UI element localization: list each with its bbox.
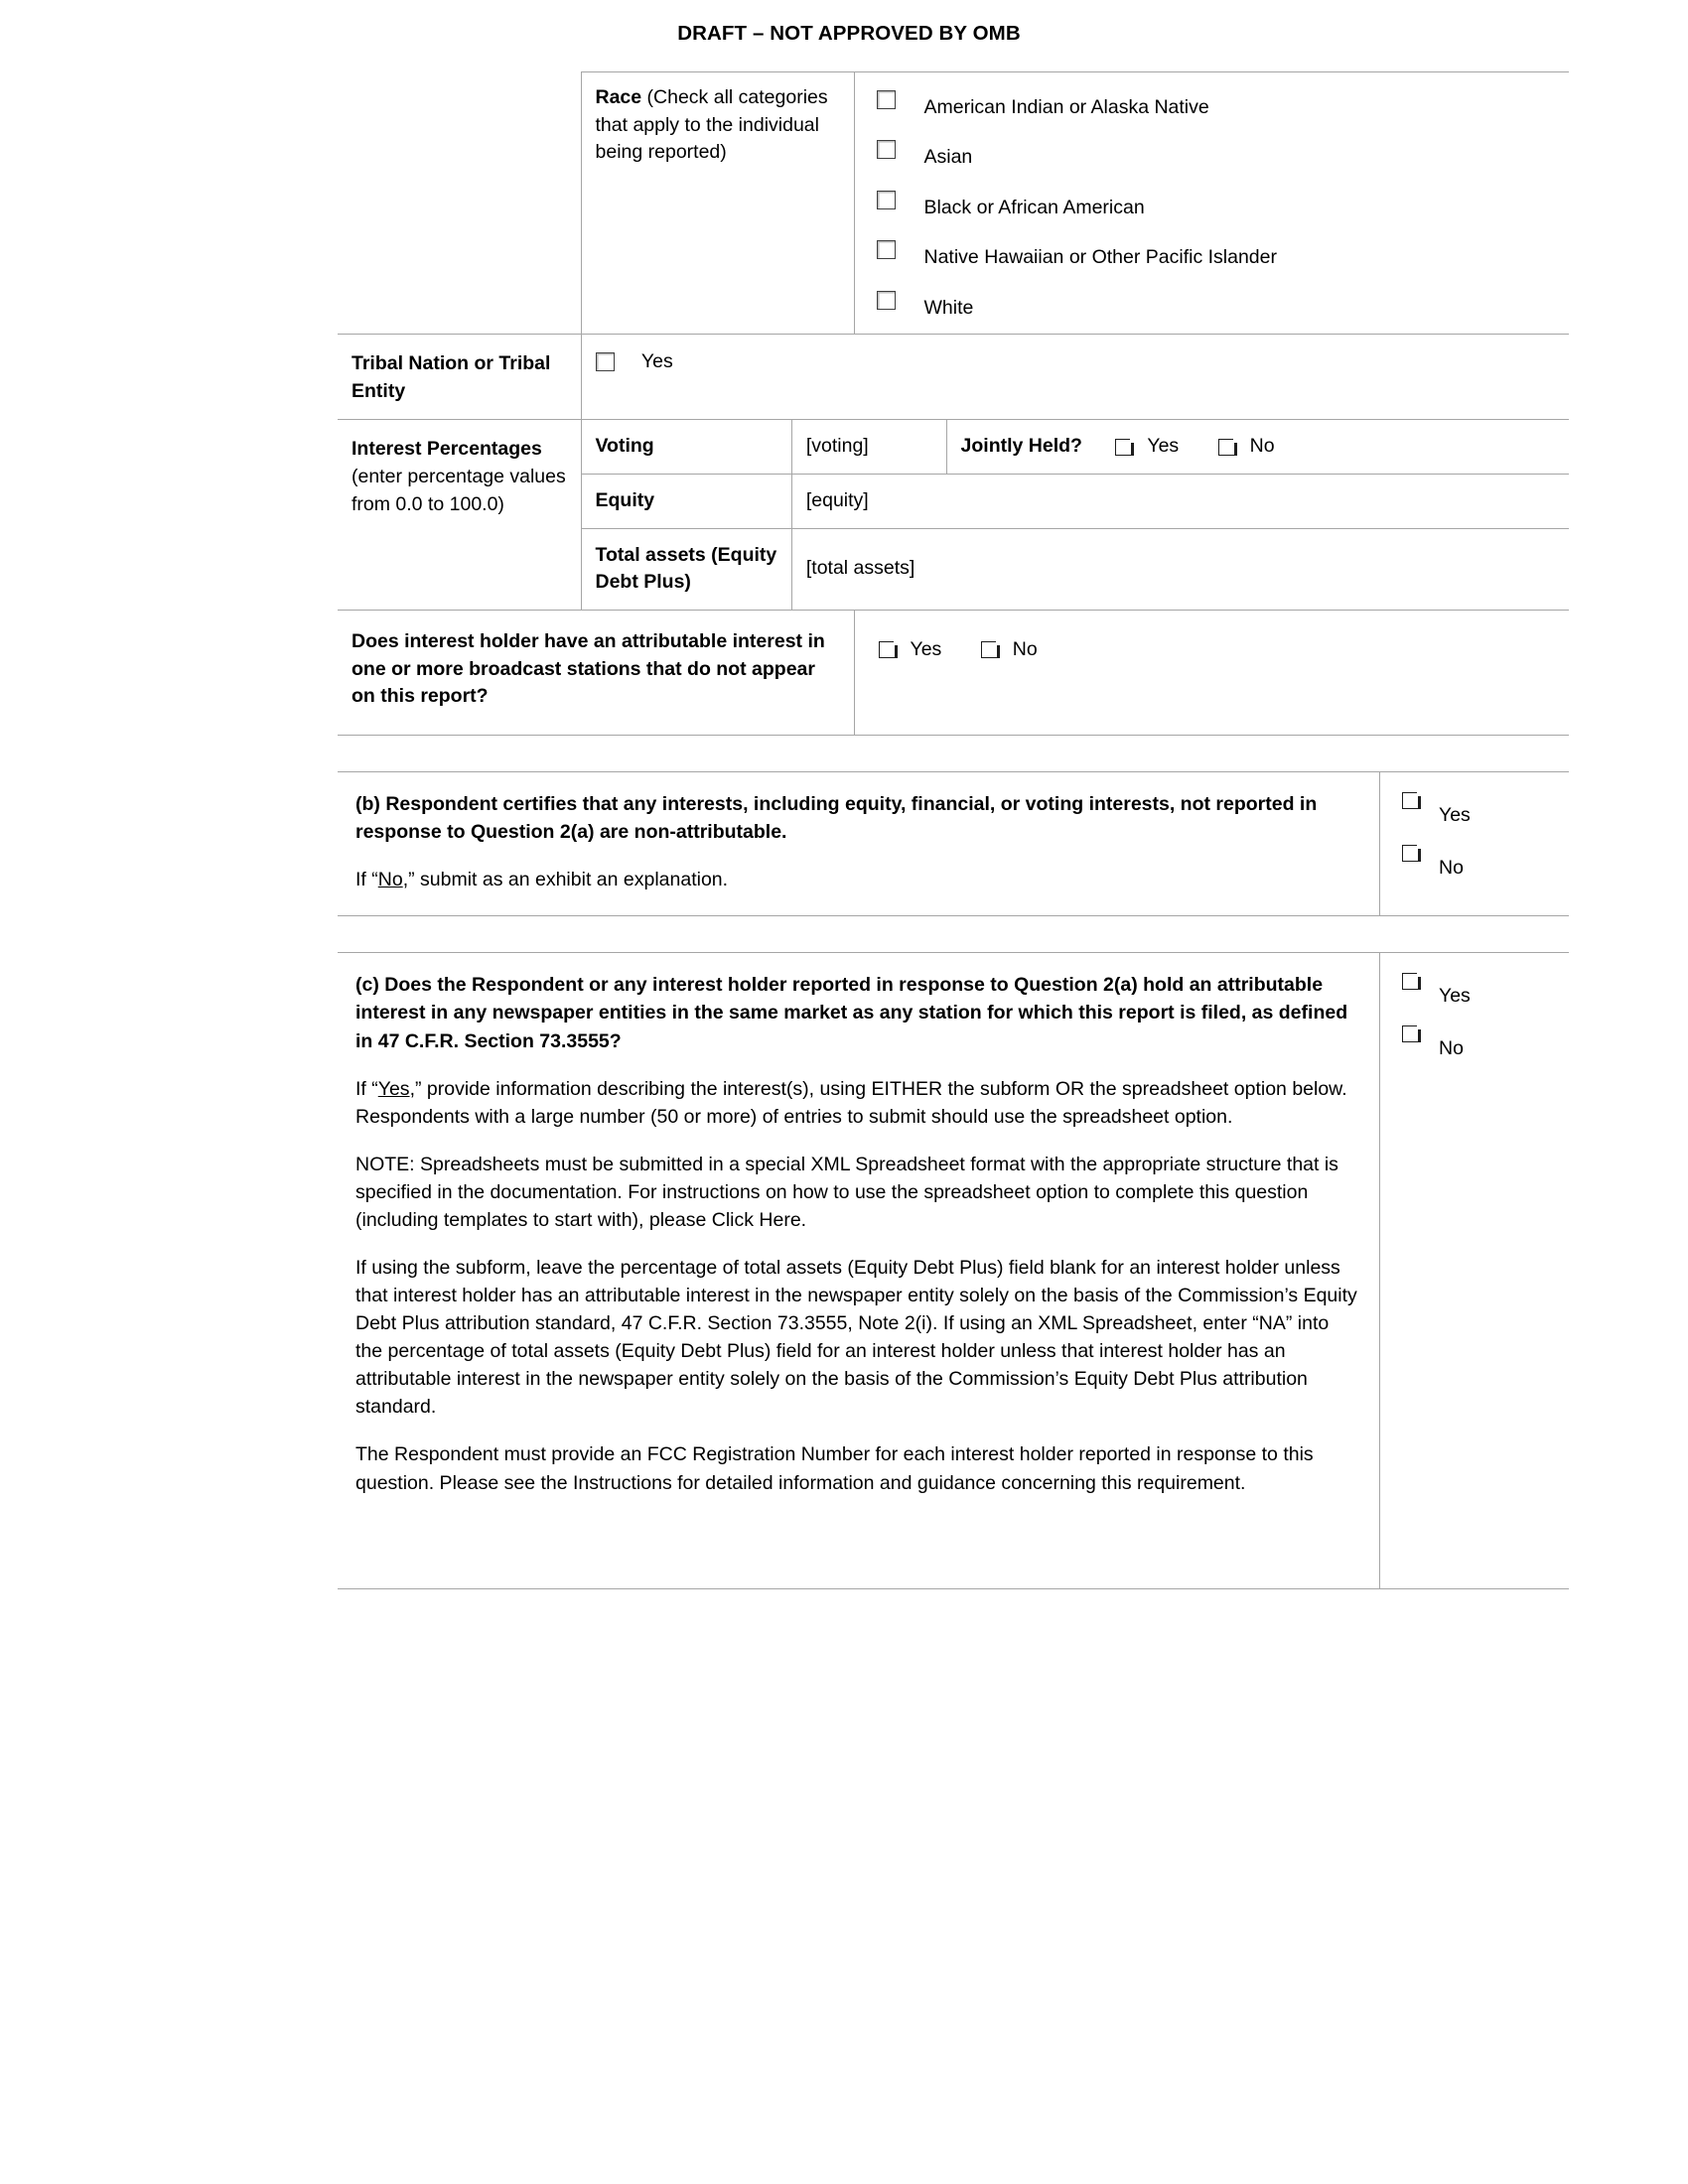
attributable-question: Does interest holder have an attributable interest in one or more broadcast stations that do not appear on this report? — [338, 611, 854, 736]
race-label-bold: Race — [595, 86, 642, 108]
tribal-option-label: Yes — [640, 349, 673, 372]
interest-label-bold: Interest Percentages — [352, 438, 542, 461]
section-c-heading: (c) Does the Respondent or any interest holder reported in response to Question 2(a) hold an attributable interest in any newspaper entities in the same market as any station for which this report is filed, as defined in 47 C.F.R. Section 73.3555? — [355, 974, 1348, 1052]
checkbox-race-black[interactable] — [875, 187, 924, 214]
section-b-text — [338, 772, 1380, 915]
checkbox-race-american-indian[interactable] — [875, 86, 924, 114]
checkbox-tribal-yes[interactable] — [596, 352, 615, 371]
section-b-note: If “No,” submit as an exhibit an explanation. — [355, 869, 729, 891]
section-b-heading: (b) Respondent certifies that any interests, including equity, financial, or voting interests, not reported in response to Question 2(a) are non-attributable. — [355, 793, 1318, 844]
section-c — [338, 952, 1569, 1589]
table-row-attributable-interest — [338, 611, 1569, 736]
checkbox-race-white[interactable] — [875, 287, 924, 315]
radio-section-b-no[interactable]: No — [1402, 845, 1569, 880]
race-option-label: Native Hawaiian or Other Pacific Islander — [923, 246, 1277, 269]
interest-subtable-cell — [581, 420, 1569, 611]
interest-row-value-equity[interactable]: [equity] — [791, 475, 1569, 529]
race-label-rest: (Check all categories that apply to the individual being reported) — [595, 86, 828, 164]
page-title: DRAFT – NOT APPROVED BY OMB — [677, 22, 1021, 45]
race-option-row[interactable] — [875, 187, 1556, 219]
attributable-answer-cell — [854, 611, 1569, 736]
section-c-para-1: If “Yes,” provide information describing the interest(s), using EITHER the subform OR the spreadsheet option below. Respondents with a large number (50 or more) of entries to submit should use the spreadsheet option. — [355, 1077, 1347, 1128]
race-option-row[interactable] — [875, 86, 1556, 119]
race-option-label: Asian — [923, 146, 973, 169]
section-c-answers — [1380, 953, 1569, 1588]
table-row-tribal — [338, 334, 1569, 419]
section-c-para-3: If using the subform, leave the percentage of total assets (Equity Debt Plus) field blank for an interest holder unless that interest holder has an attributable interest in the newspaper entity solely on the basis of the Commission’s Equity Debt Plus attribution standard, 47 C.F.R. Section 73.3555, Note 2(i). If using an XML Spreadsheet, enter “NA” into the percentage of total assets (Equity Debt Plus) field for an interest holder unless that interest holder has an attributable interest in the newspaper entity solely on the basis of the Commission’s Equity Debt Plus attribution standard. — [355, 1257, 1357, 1419]
section-c-para-2: NOTE: Spreadsheets must be submitted in a special XML Spreadsheet format with the appropriate structure that is specified in the documentation. For instructions on how to use the spreadsheet option to complete this question (including templates to start with), please Click Here. — [355, 1153, 1338, 1231]
interest-row-name: Voting — [582, 420, 792, 474]
section-b-answers — [1380, 772, 1569, 915]
tribal-label: Tribal Nation or Tribal Entity — [338, 334, 581, 419]
interest-row-name: Total assets (Equity Debt Plus) — [582, 528, 792, 610]
tribal-option-cell — [581, 334, 1569, 419]
form-table-wrapper — [338, 71, 1569, 736]
race-option-label: Black or African American — [923, 196, 1145, 218]
interest-percentages-table — [582, 420, 1570, 610]
jointly-held-cell — [946, 420, 1569, 474]
checkbox-race-native-hawaiian[interactable] — [875, 236, 924, 264]
section-b — [338, 771, 1569, 916]
interest-row-total-assets — [582, 528, 1570, 610]
interest-label-cell — [338, 420, 581, 611]
section-c-para-4: The Respondent must provide an FCC Registration Number for each interest holder reported in response to this question. Please see the Instructions for detailed information and guidance concerning this requirement. — [355, 1443, 1314, 1494]
jointly-held-label: Jointly Held? — [960, 435, 1082, 458]
radio-section-c-yes[interactable]: Yes — [1402, 973, 1569, 1008]
race-option-row[interactable] — [875, 287, 1556, 320]
interest-label-rest: (enter percentage values from 0.0 to 100.0) — [352, 466, 566, 515]
interest-row-value-total-assets[interactable]: [total assets] — [791, 528, 1569, 610]
radio-jointly-held-no[interactable]: No — [1218, 433, 1275, 461]
interest-row-voting — [582, 420, 1570, 474]
table-row-race — [338, 72, 1569, 335]
radio-section-b-yes[interactable]: Yes — [1402, 792, 1569, 827]
race-option-label: American Indian or Alaska Native — [923, 96, 1209, 118]
section-c-text — [338, 953, 1380, 1588]
interest-holder-table — [338, 71, 1569, 736]
table-row-interest-percentages — [338, 420, 1569, 611]
race-options-cell — [854, 72, 1569, 335]
radio-attributable-yes[interactable]: Yes — [879, 636, 942, 664]
radio-jointly-held-yes[interactable]: Yes — [1115, 433, 1179, 461]
checkbox-race-asian[interactable] — [875, 136, 924, 164]
race-label-cell — [581, 72, 854, 335]
race-empty-cell — [338, 72, 581, 335]
interest-row-name: Equity — [582, 475, 792, 529]
interest-row-equity — [582, 475, 1570, 529]
interest-row-value-voting[interactable]: [voting] — [791, 420, 946, 474]
radio-attributable-no[interactable]: No — [981, 636, 1038, 664]
radio-section-c-no[interactable]: No — [1402, 1025, 1569, 1060]
race-option-label: White — [923, 296, 974, 319]
race-option-row[interactable] — [875, 236, 1556, 269]
race-option-row[interactable] — [875, 136, 1556, 169]
